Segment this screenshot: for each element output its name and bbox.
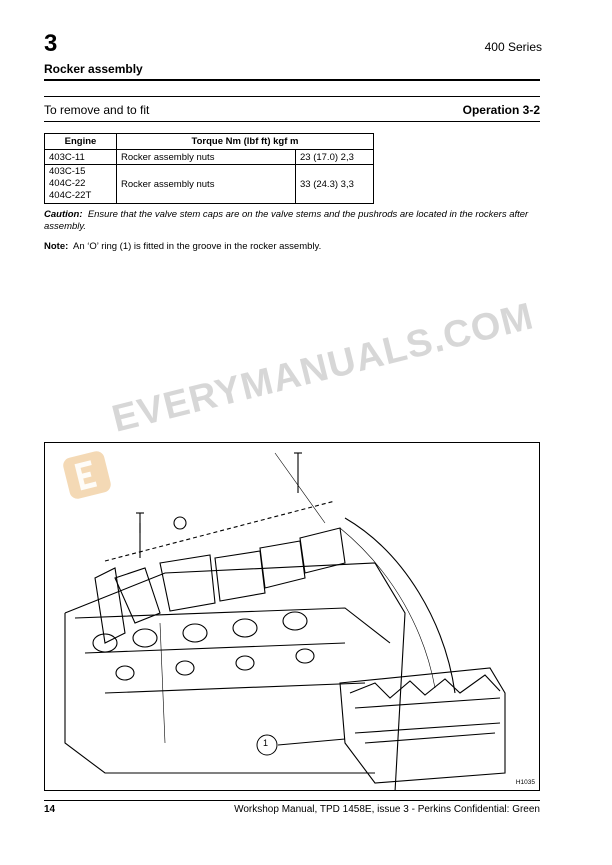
watermark-text: EVERYMANUALS.COM [108, 295, 538, 441]
column-header-torque: Torque Nm (lbf ft) kgf m [117, 134, 374, 150]
footer-text: Workshop Manual, TPD 1458E, issue 3 - Perkins Confidential: Green [234, 804, 540, 815]
footer-rule [44, 800, 540, 801]
component-cell: Rocker assembly nuts [117, 165, 296, 204]
operation-number: Operation 3-2 [462, 103, 540, 117]
note-paragraph [44, 241, 321, 253]
operation-bottom-rule [44, 121, 540, 122]
figure-code: H1035 [515, 779, 535, 786]
rocker-assembly-figure [44, 442, 540, 791]
engine-model: 404C-22 [49, 178, 86, 189]
component-cell: Rocker assembly nuts [117, 150, 296, 165]
caution-paragraph [44, 209, 544, 233]
torque-cell: 23 (17.0) 2,3 [296, 150, 374, 165]
note-label: Note: [44, 241, 69, 252]
engine-model: 404C-22T [49, 190, 92, 201]
table-header-row [45, 134, 374, 150]
section-title: Rocker assembly [44, 62, 143, 76]
page-number: 14 [44, 804, 56, 815]
chapter-number: 3 [44, 30, 58, 57]
table-row [45, 165, 374, 204]
table-row [45, 150, 374, 165]
operation-top-rule [44, 96, 540, 97]
torque-cell: 33 (24.3) 3,3 [296, 165, 374, 204]
engine-cell: 403C-11 [45, 150, 117, 165]
note-text: An ‘O’ ring (1) is fitted in the groove in the rocker assembly. [73, 241, 322, 252]
caution-label: Caution: [44, 209, 83, 220]
engine-model: 403C-15 [49, 166, 86, 177]
engine-cell [45, 165, 117, 204]
operation-title: To remove and to fit [44, 103, 150, 117]
rocker-assembly-illustration [45, 443, 540, 791]
series-label: 400 Series [484, 40, 542, 54]
header-rule [44, 79, 540, 81]
caution-text: Ensure that the valve stem caps are on the valve stems and the pushrods are located in the rockers after assembly. [44, 209, 529, 232]
column-header-engine: Engine [45, 134, 117, 150]
torque-table [44, 133, 374, 204]
callout-label: 1 [263, 738, 269, 748]
